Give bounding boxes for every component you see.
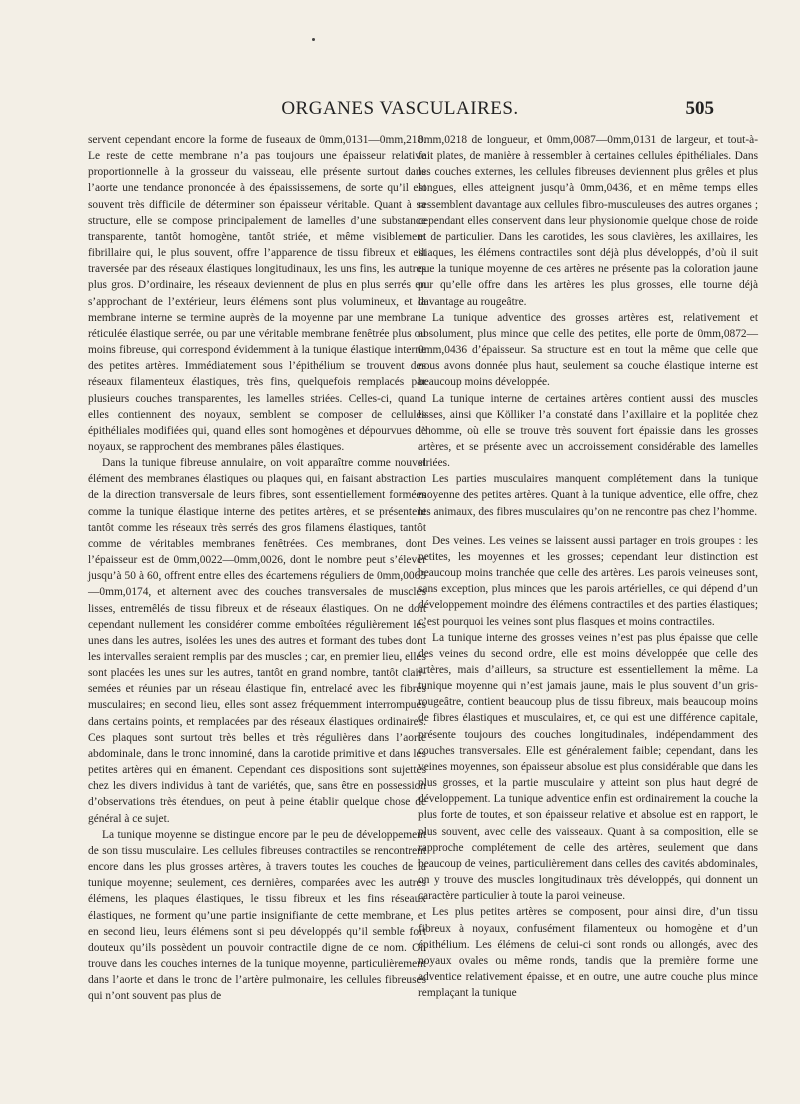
paragraph: Dans la tunique fibreuse annulaire, on voit apparaître comme nouvel élément des membranes élastiques ou plaques qui, en faisant abstraction de la direction transversale de leurs fibres, sont essentiellement formées comme la tunique élastique interne des petites artères, et se présentent tantôt comme les réseaux très serrés des gros filamens élastiques, tantôt comme de véritables membranes fenêtrées. Ces membranes, dont l’épaisseur est de 0mm,0022—0mm,0026, dont le nombre peut s’élever jusqu’à 50 à 60, offrent entre elles des écartemens réguliers de 0mm,0065—0mm,0174, et alternent avec des couches transversales de muscles lisses, entremêlés de tissu fibreux et de réseaux élastiques. On ne doit cependant nullement les considérer comme emboîtées régulièrement les unes dans les autres, isolées les unes des autres et formant des tubes dont les intervalles seraient remplis par des muscles ; car, en premier lieu, elles sont placées les unes sur les autres, tantôt en grand nombre, tantôt clair-semées et réunies par un réseau élastique fin, entrelacé avec les fibres musculaires; en second lieu, elles sont assez fréquemment interrompues dans certains points, et remplacées par des réseaux élastiques ordinaires. Ces plaques sont surtout très belles et très régulières dans l’aorte abdominale, dans le tronc innominé, dans la carotide primitive et dans les petites artères qui en émanent. Cependant ces dispositions sont sujettes chez les divers individus à tant de variétés, que, sans être en possession d’observations très étendues, on peut à peine établir quelque chose de général à ce sujet.: [88, 457, 426, 825]
paragraph: La tunique adventice des grosses artères est, relativement et absolument, plus mince que celle des petites, elle porte de 0mm,0872—0mm,0436 d’épaisseur. Sa structure est en tout la même que celle que nous avons donnée plus haut, seulement sa couche élastique interne est beaucoup moins développée.: [418, 311, 758, 389]
running-title: ORGANES VASCULAIRES.: [281, 98, 519, 119]
page-number: 505: [685, 98, 714, 119]
paragraph: 0mm,0218 de longueur, et 0mm,0087—0mm,0131 de largeur, et tout-à-fait plates, de manière à ressembler à certaines cellules épithéliales. Dans les couches externes, les cellules fibreuses deviennent plus grêles et plus longues, elles atteignent jusqu’à 0mm,0436, et en même temps elles ressemblent davantage aux cellules fibro-musculeuses des autres organes ; cependant elles conservent dans leur physionomie quelque chose de roide et de particulier. Dans les carotides, les sous clavières, les axillaires, les iliaques, les élémens contractiles sont déjà plus développés, d’où il suit que la tunique moyenne de ces artères ne présente pas la coloration jaune pur qu’elle offre dans les artères les plus grosses, elle tourne déjà davantage au rougeâtre.: [418, 134, 758, 308]
paragraph-section-veines: Des veines. Les veines se laissent aussi partager en trois groupes : les petites, les moyennes et les grosses; cependant leur distinction est beaucoup moins tranchée que celle des artères. Les parois veineuses sont, sans exception, plus minces que les parois artérielles, ce qui dépend d’un développement moindre des élémens contractiles et des parties élastiques; c’est pourquoi les veines sont plus flasques et moins contractiles.: [418, 534, 758, 628]
ink-dot: [312, 38, 315, 41]
paragraph: servent cependant encore la forme de fuseaux de 0mm,0131—0mm,218. Le reste de cette membrane n’a pas toujours une épaisseur relative proportionnelle à la grosseur du vaisseau, elle présente surtout dans l’aorte une tendance prononcée à des épaississemens, de sorte qu’il est souvent très difficile de déterminer son épaisseur véritable. Quant à sa structure, elle se compose principalement de lamelles d’une substance transparente, tantôt homogène, tantôt striée, et même visiblement fibrillaire qui, le plus souvent, offre l’apparence de tissu fibreux et est traversée par des réseaux élastiques longitudinaux, les uns fins, les autres plus gros. D’ordinaire, les réseaux deviennent de plus en plus serrés en s’approchant de l’extérieur, leurs élémens sont plus volumineux, et la membrane interne se termine auprès de la moyenne par une membrane réticulée élastique serrée, ou par une véritable membrane fenêtrée plus ou moins fibreuse, qui correspond évidemment à la tunique élastique interne des petites artères. Immédiatement sous l’épithélium se trouvent des réseaux filamenteux élastiques, très fins, quelquefois remplacés par plusieurs couches transparentes, les lamelles striées. Celles-ci, quand elles contiennent des noyaux, semblent se composer de cellules épithéliales modifiées qui, quand elles sont homogènes et dépourvues de noyaux, se rapprochent des membranes pâles élastiques.: [88, 134, 426, 453]
right-column: [418, 132, 758, 1001]
paragraph: La tunique moyenne se distingue encore par le peu de développement de son tissu musculaire. Les cellules fibreuses contractiles se rencontrent encore dans les plus grosses artères, à travers toutes les couches de la tunique moyenne; seulement, ces dernières, comparées avec les autres élémens, les plaques élastiques, le tissu fibreux et les fins réseaux élastiques, ne forment qu’une partie insignifiante de cette membrane, et en second lieu, leurs élémens sont si peu développés qu’il semble fort douteux qu’ils possèdent un pouvoir contractile digne de ce nom. On trouve dans les couches internes de la tunique moyenne, particulièrement dans l’aorte et dans le tronc de l’artère pulmonaire, les cellules fibreuses qui n’ont souvent pas plus de: [88, 828, 426, 1003]
paragraph: Les parties musculaires manquent complétement dans la tunique moyenne des petites artères. Quant à la tunique adventice, elle offre, chez les animaux, des fibres musculaires qu’on ne rencontre pas chez l’homme.: [418, 473, 758, 518]
running-header: [0, 98, 800, 124]
paragraph: Les plus petites artères se composent, pour ainsi dire, d’un tissu fibreux à noyaux, confusément filamenteux ou homogène et d’un épithélium. Les élémens de celui-ci sont ronds ou allongés, avec des noyaux ovales ou même ronds, tandis que la première forme une adventice relativement épaisse, et en outre, une autre couche plus mince remplaçant la tunique: [418, 906, 758, 1000]
paragraph: La tunique interne de certaines artères contient aussi des muscles lisses, ainsi que Kölliker l’a constaté dans l’axillaire et la poplitée chez l’homme, où elle se trouve très souvent fort épaissie dans les grosses artères, et se présente avec un accroissement considérable des lamelles striées.: [418, 392, 758, 470]
left-column: [88, 132, 426, 1004]
paragraph: La tunique interne des grosses veines n’est pas plus épaisse que celle des veines du second ordre, elle est moins développée que celle des artères, mais d’ailleurs, sa structure est essentiellement la même. La tunique moyenne qui n’est jamais jaune, mais le plus souvent d’un gris-rougeâtre, contient beaucoup plus de tissu fibreux, mais beaucoup moins de fibres élastiques et musculaires, et, ce qui est une différence capitale, présente toujours des couches longitudinales, indépendamment des couches transversales. Elle est généralement faible; cependant, dans les veines moyennes, son épaisseur absolue est plus considérable que dans les plus grosses, et la partie musculaire y atteint son plus haut degré de développement. La tunique adventice enfin est ordinairement la couche la plus forte de toutes, et son épaisseur relative et absolue est en rapport, le plus souvent, avec celle des vaisseaux. Quant à sa composition, elle se rapproche complétement de celle des artères, seulement que dans beaucoup de veines, particulièrement dans celles des cavités abdominales, on y trouve des muscles longitudinaux très développés, qui donnent un caractère particulier à toute la paroi veineuse.: [418, 631, 758, 903]
